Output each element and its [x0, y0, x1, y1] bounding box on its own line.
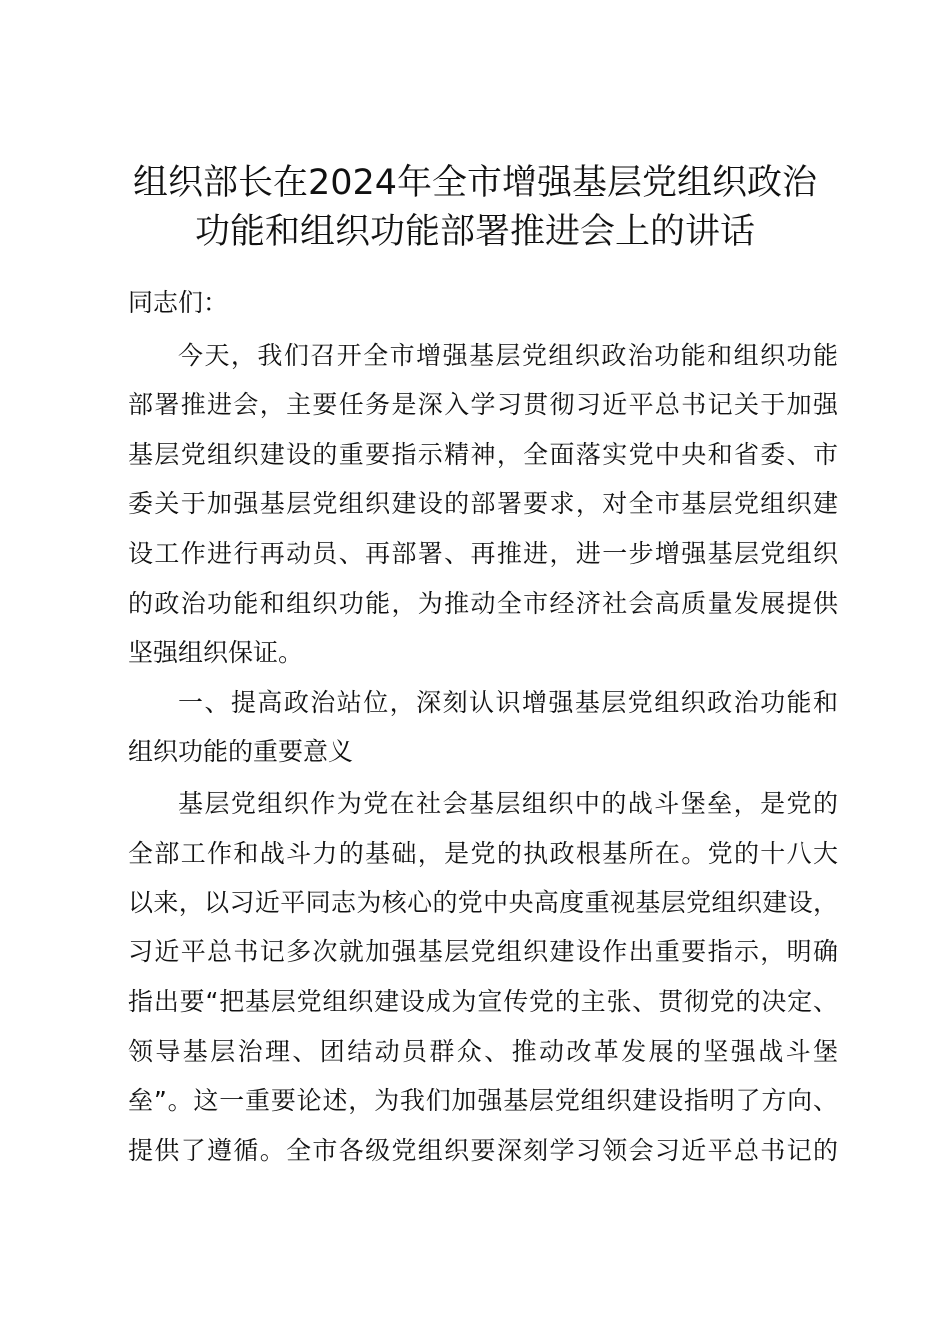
paragraph-2-line-7: 垒”。这一重要论述，为我们加强基层党组织建设指明了方向、 — [128, 1086, 838, 1115]
paragraph-2-line-2: 全部工作和战斗力的基础，是党的执政根基所在。党的十八大 — [128, 839, 838, 868]
paragraph-1-line-1: 今天，我们召开全市增强基层党组织政治功能和组织功能 — [178, 341, 838, 370]
paragraph-2-line-5: 指出要“把基层党组织建设成为宣传党的主张、贯彻党的决定、 — [128, 987, 838, 1016]
salutation: 同志们： — [128, 288, 229, 317]
paragraph-2-line-6: 领导基层治理、团结动员群众、推动改革发展的坚强战斗堡 — [128, 1037, 838, 1066]
paragraph-1-line-7: 坚强组织保证。 — [128, 638, 304, 667]
paragraph-2-line-8: 提供了遵循。全市各级党组织要深刻学习领会习近平总书记的 — [128, 1136, 838, 1165]
section-heading-1-line-2: 组织功能的重要意义 — [128, 737, 354, 766]
paragraph-2-line-3: 以来，以习近平同志为核心的党中央高度重视基层党组织建设， — [128, 888, 838, 917]
paragraph-2-line-4: 习近平总书记多次就加强基层党组织建设作出重要指示，明确 — [128, 937, 838, 966]
paragraph-1-line-3: 基层党组织建设的重要指示精神，全面落实党中央和省委、市 — [128, 440, 838, 469]
paragraph-1-line-5: 设工作进行再动员、再部署、再推进，进一步增强基层党组织 — [128, 539, 838, 568]
paragraph-2-line-1: 基层党组织作为党在社会基层组织中的战斗堡垒，是党的 — [178, 789, 838, 818]
document-title-line-2: 功能和组织功能部署推进会上的讲话 — [194, 212, 755, 252]
document-title-line-1: 组织部长在2024年全市增强基层党组织政治 — [132, 163, 818, 203]
paragraph-1-line-4: 委关于加强基层党组织建设的部署要求，对全市基层党组织建 — [128, 489, 838, 518]
paragraph-1-line-2: 部署推进会，主要任务是深入学习贯彻习近平总书记关于加强 — [128, 390, 838, 419]
section-heading-1-line-1: 一、提高政治站位，深刻认识增强基层党组织政治功能和 — [178, 688, 838, 717]
paragraph-1-line-6: 的政治功能和组织功能，为推动全市经济社会高质量发展提供 — [128, 589, 838, 618]
